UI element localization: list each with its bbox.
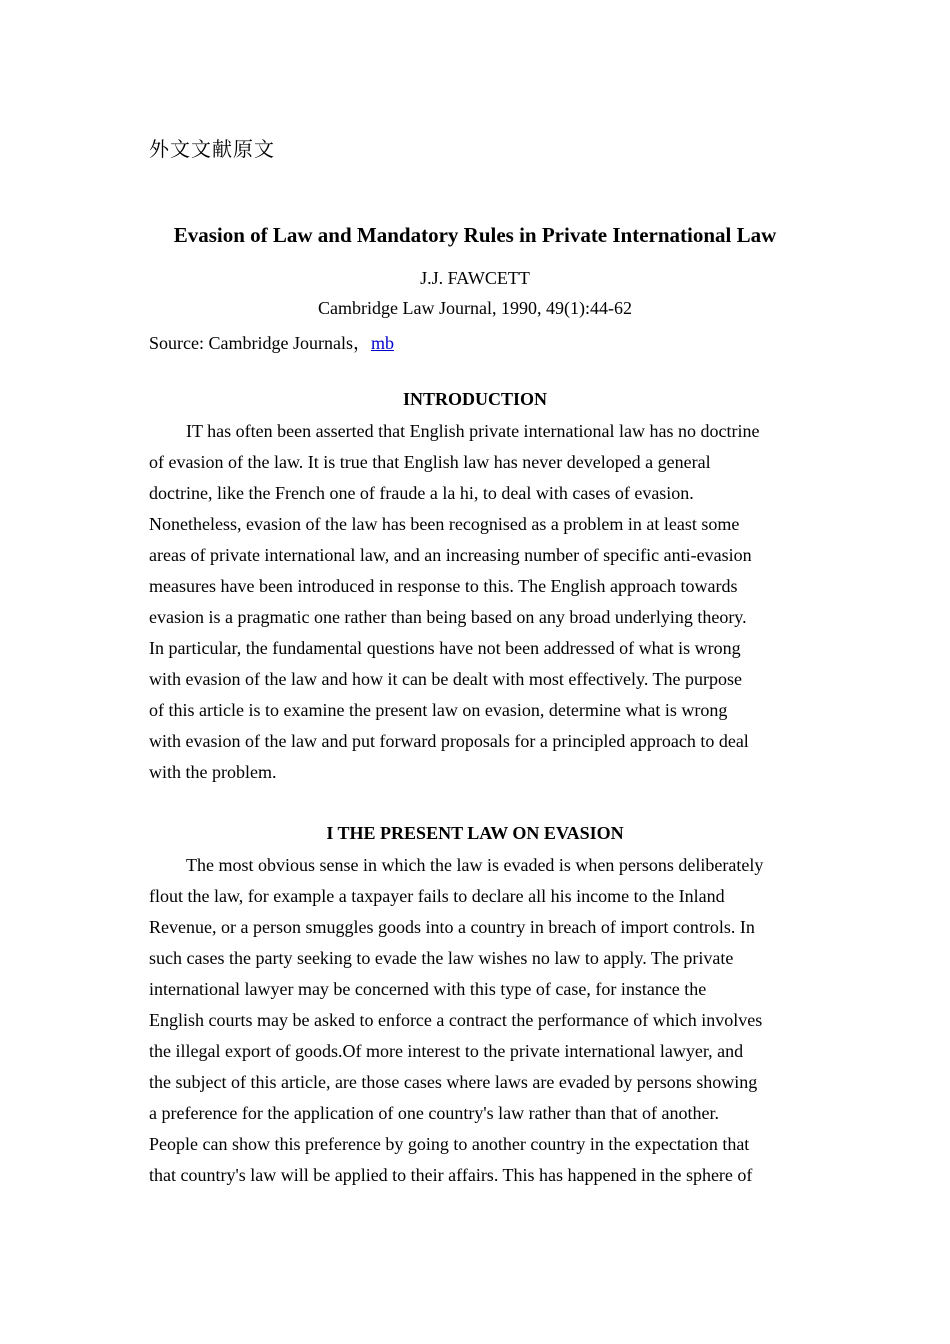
section-heading-introduction: INTRODUCTION bbox=[402, 389, 548, 409]
paragraph-line: The most obvious sense in which the law is evaded is when persons deliberately bbox=[186, 855, 764, 875]
paragraph-line: with evasion of the law and how it can be dealt with most effectively. The purpose bbox=[149, 669, 743, 689]
author-name: J.J. FAWCETT bbox=[420, 268, 530, 288]
paragraph-line: with the problem. bbox=[149, 762, 277, 782]
paragraph-line: of evasion of the law. It is true that English law has never developed a general bbox=[149, 452, 711, 472]
paragraph-line: Nonetheless, evasion of the law has been recognised as a problem in at least some bbox=[149, 514, 740, 534]
present-law-paragraph bbox=[149, 850, 805, 1191]
paragraph-line: evasion is a pragmatic one rather than being based on any broad underlying theory. bbox=[149, 607, 747, 627]
paragraph-line: areas of private international law, and an increasing number of specific anti-evasion bbox=[149, 545, 752, 565]
paragraph-line: the illegal export of goods.Of more interest to the private international lawyer, and bbox=[149, 1041, 744, 1061]
paragraph-line: In particular, the fundamental questions have not been addressed of what is wrong bbox=[149, 638, 741, 658]
introduction-paragraph bbox=[149, 416, 805, 788]
journal-citation: Cambridge Law Journal, 1990, 49(1):44-62 bbox=[318, 298, 632, 318]
section-heading-present-law: I THE PRESENT LAW ON EVASION bbox=[326, 823, 624, 843]
paragraph-line: English courts may be asked to enforce a contract the performance of which involves bbox=[149, 1010, 763, 1030]
paragraph-line: flout the law, for example a taxpayer fails to declare all his income to the Inland bbox=[149, 886, 725, 906]
paragraph-line: Revenue, or a person smuggles goods into a country in breach of import controls. In bbox=[149, 917, 755, 937]
paragraph-line: doctrine, like the French one of fraude a la hi, to deal with cases of evasion. bbox=[149, 483, 694, 503]
chinese-heading: 外文文献原文 bbox=[149, 137, 275, 161]
source-prefix: Source: Cambridge Journals， bbox=[149, 333, 371, 353]
paragraph-line: with evasion of the law and put forward proposals for a principled approach to deal bbox=[149, 731, 749, 751]
paragraph-line: such cases the party seeking to evade the law wishes no law to apply. The private bbox=[149, 948, 734, 968]
paragraph-line: a preference for the application of one country's law rather than that of another. bbox=[149, 1103, 719, 1123]
paragraph-line: the subject of this article, are those cases where laws are evaded by persons showing bbox=[149, 1072, 758, 1092]
paragraph-line: of this article is to examine the present law on evasion, determine what is wrong bbox=[149, 700, 728, 720]
paragraph-line: that country's law will be applied to their affairs. This has happened in the sphere of bbox=[149, 1165, 753, 1185]
paragraph-line: measures have been introduced in response to this. The English approach towards bbox=[149, 576, 738, 596]
paragraph-line: IT has often been asserted that English private international law has no doctrine bbox=[186, 421, 760, 441]
source-link[interactable]: mb bbox=[370, 333, 394, 353]
article-title: Evasion of Law and Mandatory Rules in Private International Law bbox=[173, 223, 777, 247]
paragraph-line: international lawyer may be concerned with this type of case, for instance the bbox=[149, 979, 707, 999]
paragraph-line: People can show this preference by going to another country in the expectation that bbox=[149, 1134, 750, 1154]
source-line bbox=[149, 329, 394, 355]
